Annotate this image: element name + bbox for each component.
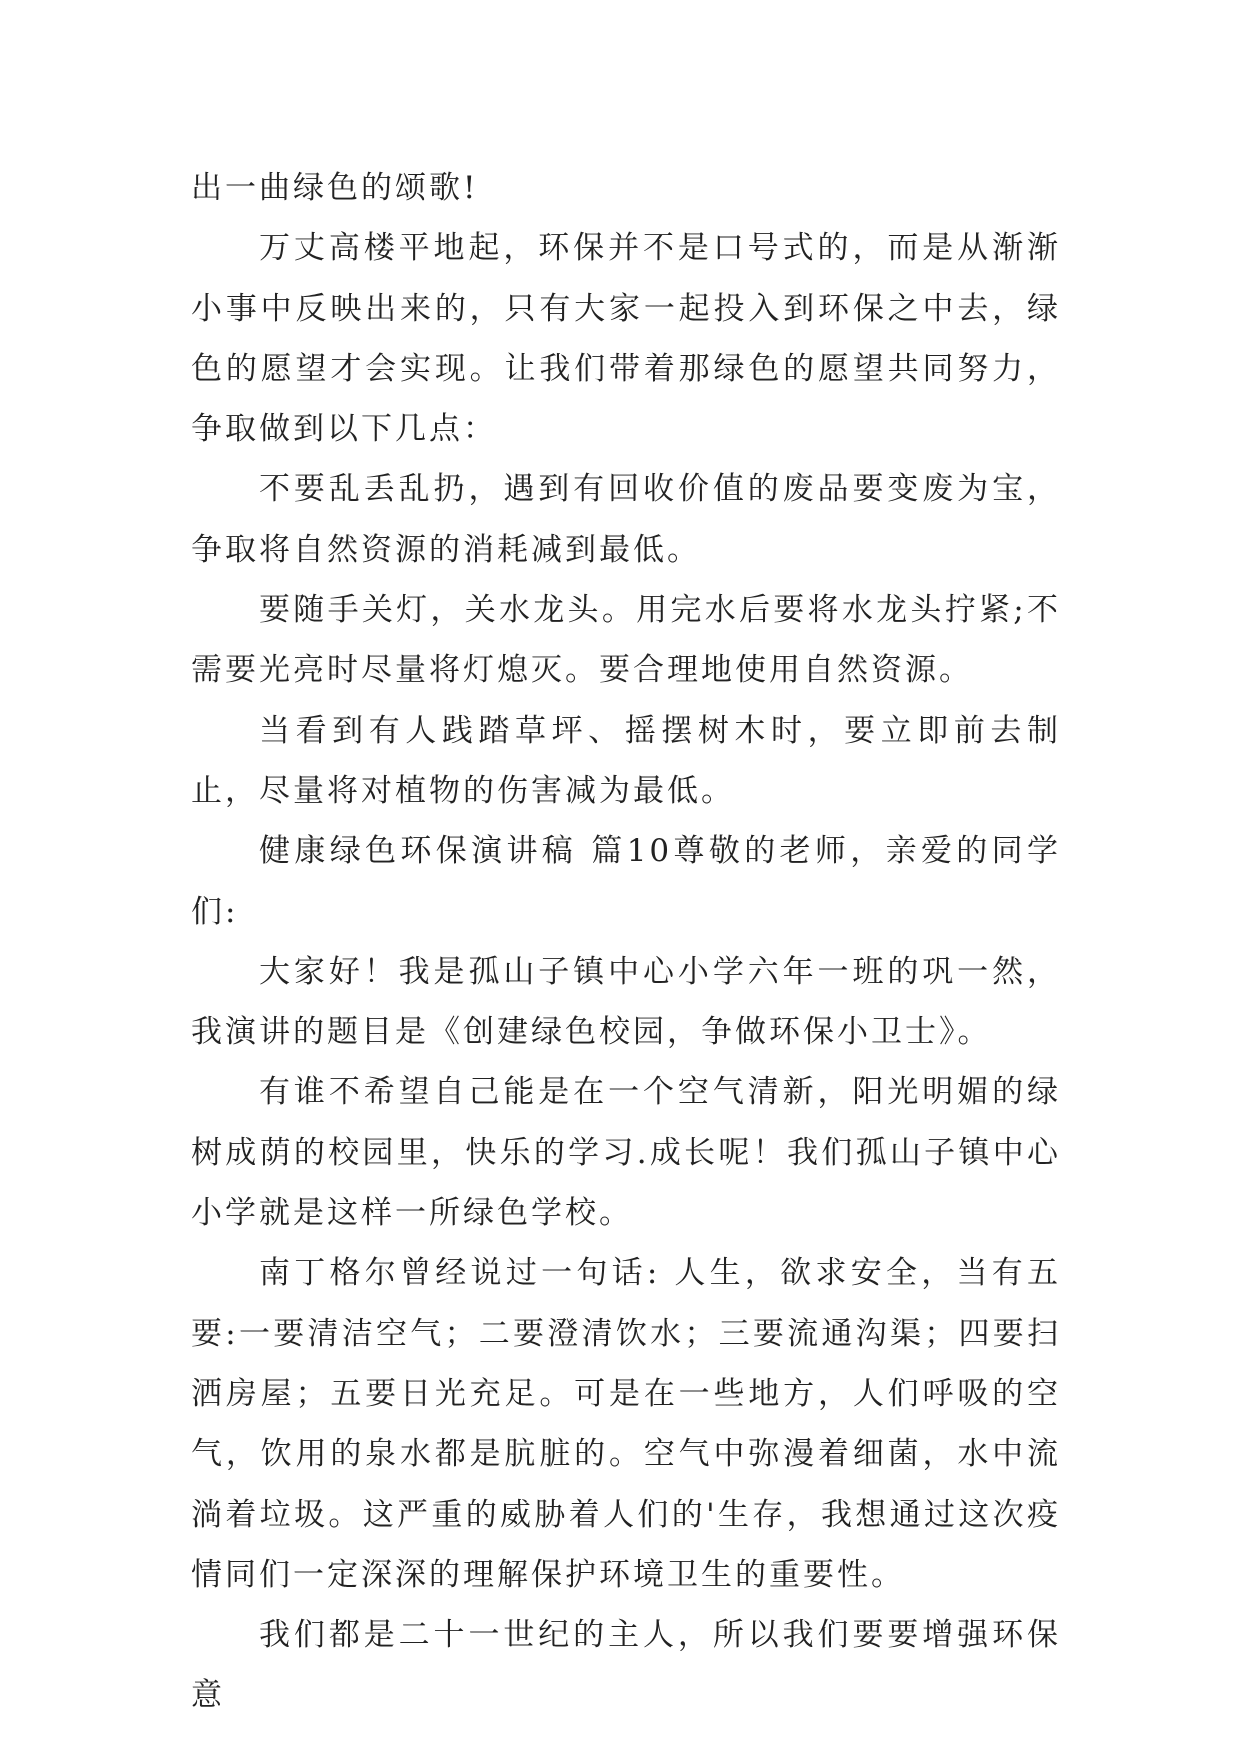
paragraph-greeting: 大家好！我是孤山子镇中心小学六年一班的巩一然，我演讲的题目是《创建绿色校园，争做环保小卫士》。 (191, 953, 1061, 1051)
paragraph-green-school: 有谁不希望自己能是在一个空气清新，阳光明媚的绿树成荫的校园里，快乐的学习.成长呢！我们孤山子镇中心小学就是这样一所绿色学校。 (191, 1074, 1061, 1232)
paragraph-protect-plants: 当看到有人践踏草坪、摇摆树木时，要立即前去制止，尽量将对植物的伤害减为最低。 (191, 712, 1061, 809)
paragraph-speech-heading: 健康绿色环保演讲稿 篇10尊敬的老师，亲爱的同学们: (191, 833, 1061, 930)
paragraph-continuation: 出一曲绿色的颂歌! (191, 170, 479, 206)
document-body (191, 158, 1061, 1726)
paragraph-nightingale-quote: 南丁格尔曾经说过一句话: 人生，欲求安全，当有五要:一要清洁空气；二要澄清饮水；三要流通沟渠；四要扫洒房屋；五要日光充足。可是在一些地方，人们呼吸的空气，饮用的泉水都是肮脏的。空气中弥漫着细菌，水中流淌着垃圾。这严重的威胁着人们的'生存，我想通过这次疫情同们一定深深的理解保护环境卫生的重要性。 (191, 1255, 1061, 1593)
paragraph-environmental-action: 万丈高楼平地起，环保并不是口号式的，而是从渐渐小事中反映出来的，只有大家一起投入到环保之中去，绿色的愿望才会实现。让我们带着那绿色的愿望共同努力，争取做到以下几点： (191, 230, 1061, 448)
paragraph-21st-century: 我们都是二十一世纪的主人，所以我们要要增强环保意 (191, 1617, 1061, 1714)
paragraph-save-resources: 要随手关灯，关水龙头。用完水后要将水龙头拧紧;不需要光亮时尽量将灯熄灭。要合理地使用自然资源。 (191, 592, 1061, 689)
paragraph-recycling: 不要乱丢乱扔，遇到有回收价值的废品要变废为宝，争取将自然资源的消耗减到最低。 (191, 471, 1061, 568)
